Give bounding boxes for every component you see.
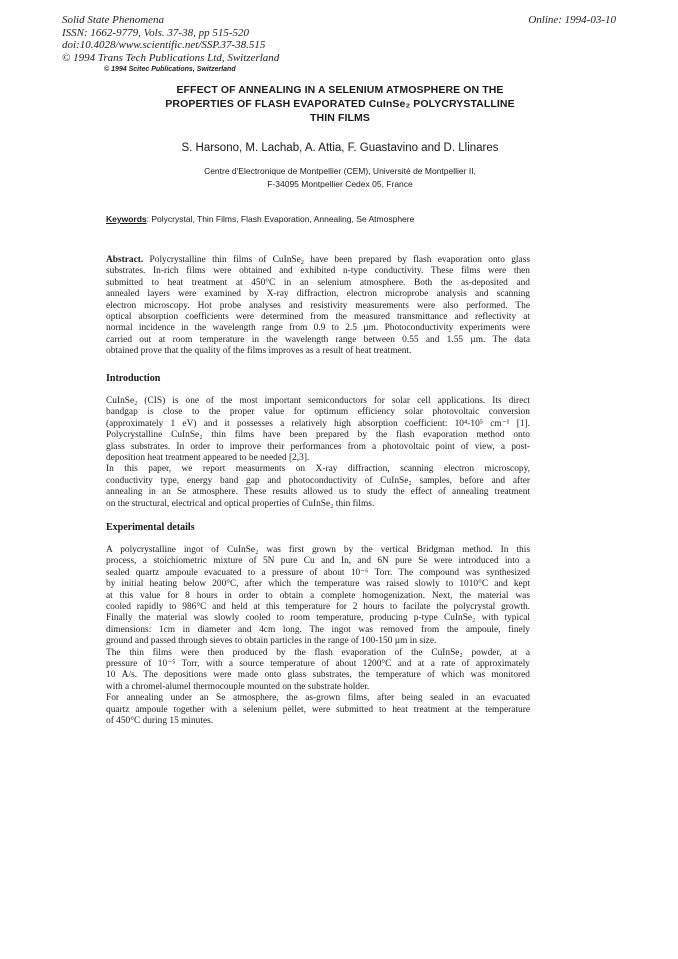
issn-line: ISSN: 1662-9779, Vols. 37-38, pp 515-520: [62, 26, 249, 39]
body-line: cooled rapidly to 986°C and held at this temperature for 2 hours to facilate the polycrystal growth.: [106, 602, 530, 613]
experimental-body: [106, 545, 530, 728]
body-line: process, a stoichiometric mixture of 5N pure Cu and In, and 6N pure Se were introduced into a: [106, 556, 530, 567]
body-line: on the structural, electrical and optical properties of CuInSe₂ thin films.: [106, 498, 375, 509]
body-line: quartz ampoule together with a selenium pellet, were submitted to heat treatment at the temperature: [106, 704, 530, 715]
abstract-line: normal incidence in the wavelength range from 0.9 to 2.5 µm. Photoconductivity experiments were: [106, 323, 530, 334]
body-line: dimensions: 1cm in diameter and 4cm long. The ingot was removed from the ampoule, finely: [106, 624, 530, 635]
introduction-body: [106, 396, 530, 510]
abstract-line: obtained prove that the quality of the films improves as a result of heat treatment.: [106, 346, 412, 357]
affiliation: [80, 165, 600, 190]
body-line: with a chromel-alumel thermocouple mounted on the substrate holder.: [106, 681, 370, 692]
affiliation-line: Centre d'Electronique de Montpellier (CEM), Université de Montpellier II,: [204, 166, 476, 176]
affiliation-line: F-34095 Montpellier Cedex 05, France: [267, 178, 413, 189]
body-line: CuInSe₂ (CIS) is one of the most important semiconductors for solar cell applications. Its direct: [106, 396, 530, 406]
publication-header: [62, 14, 279, 64]
doi-line[interactable]: doi:10.4028/www.scientific.net/SSP.37-38.515: [62, 39, 266, 51]
body-line: 10 Å/s. The depositions were made onto glass substrates, the temperature of which was monitored: [106, 670, 530, 681]
body-line: For annealing under an Se atmosphere, the as-grown films, after being sealed in an evacuated: [106, 693, 530, 704]
journal-name: Solid State Phenomena: [62, 14, 165, 26]
title-line: PROPERTIES OF FLASH EVAPORATED CuInSe₂ POLYCRYSTALLINE: [165, 98, 515, 110]
title-line: THIN FILMS: [310, 112, 370, 124]
section-heading-introduction: Introduction: [106, 373, 161, 384]
keywords-text: : Polycrystal, Thin Films, Flash Evaporation, Annealing, Se Atmosphere: [146, 214, 415, 224]
body-line: A polycrystalline ingot of CuInSe₂ was first grown by the vertical Bridgman method. In this: [106, 545, 530, 555]
abstract-line: substrates. In-rich films were obtained and exhibited n-type conductivity. These films were then: [106, 266, 530, 277]
body-line: at this value for 8 hours in order to obtain a complete homogenization. Next, the material was: [106, 590, 530, 601]
body-line: deposition heat treatment appeared to be needed [2,3].: [106, 453, 310, 464]
abstract-line: annealed layers were examined by X-ray diffraction, electron microprobe analysis and scanning: [106, 289, 530, 300]
body-line: bandgap is close to the proper value for optimum efficiency solar photovoltaic conversion: [106, 407, 530, 418]
body-line: Finally the material was slowly cooled to room temperature, producing p-type CuInSe₂ with typical: [106, 613, 530, 624]
publisher-copyright: © 1994 Scitec Publications, Switzerland: [104, 66, 236, 73]
abstract-line: carried out at room temperature in the wavelength range between 0.55 and 1.55 µm. The data: [106, 334, 530, 345]
paper-title: [80, 83, 600, 125]
title-line: EFFECT OF ANNEALING IN A SELENIUM ATMOSPHERE ON THE: [176, 84, 504, 96]
abstract-line: electron microscopy. Hot probe analyses and resistivity measurements were also performed. The: [106, 300, 530, 311]
section-heading-experimental: Experimental details: [106, 522, 195, 533]
abstract-line: optical absorption coefficients were determined from the measured transmittance and reflectivity at: [106, 312, 530, 323]
body-line: (approximately 1 eV) and it possesses a relatively high absorption coefficient: 10⁴-10⁵ cm⁻¹ [1].: [106, 418, 530, 429]
online-date: Online: 1994-03-10: [528, 14, 616, 26]
body-line: Polycrystalline CuInSe₂ thin films have been prepared by the flash evaporation method onto: [106, 430, 530, 441]
abstract-label: Abstract.: [106, 255, 144, 265]
keywords-label: Keywords: [106, 214, 147, 224]
body-line: ground and passed through sieves to obtain particles in the range of 100-150 µm in size.: [106, 636, 437, 647]
body-line: conductivity type, energy band gap and photoconductivity of CuInSe₂ samples, before and after: [106, 475, 530, 486]
abstract-line: submitted to heat treatment at 450°C in an selenium atmosphere. Both the as-deposited and: [106, 277, 530, 288]
body-line: annealing in an Se atmosphere. These results allowed us to study the effect of annealing treatment: [106, 487, 530, 498]
body-line: In this paper, we report measurments on X-ray diffraction, scanning electron microscopy,: [106, 464, 530, 475]
body-line: glass substrates. In order to improve their performances from a photovoltaic point of view, a post-: [106, 441, 530, 452]
body-line: by initial heating below 200°C, after which the temperature was raised slowly to 1010°C and kept: [106, 579, 530, 590]
body-line: The thin films were then produced by the flash evaporation of the CuInSe₂ powder, at a: [106, 647, 530, 658]
author-list: S. Harsono, M. Lachab, A. Attia, F. Guastavino and D. Llinares: [181, 142, 499, 154]
body-line: pressure of 10⁻⁵ Torr, with a source temperature of about 1200°C and at a rate of approximately: [106, 659, 530, 670]
keywords: [106, 214, 414, 224]
body-line: sealed quartz ampoule evacuated to a pressure of about 10⁻⁶ Torr. The compound was synthesized: [106, 567, 530, 578]
abstract: [106, 255, 530, 358]
copyright-line: © 1994 Trans Tech Publications Ltd, Switzerland: [62, 51, 280, 64]
body-line: of 450°C during 15 minutes.: [106, 716, 214, 727]
abstract-line: Abstract. Polycrystalline thin films of CuInSe₂ have been prepared by flash evaporation onto glass: [106, 255, 530, 265]
